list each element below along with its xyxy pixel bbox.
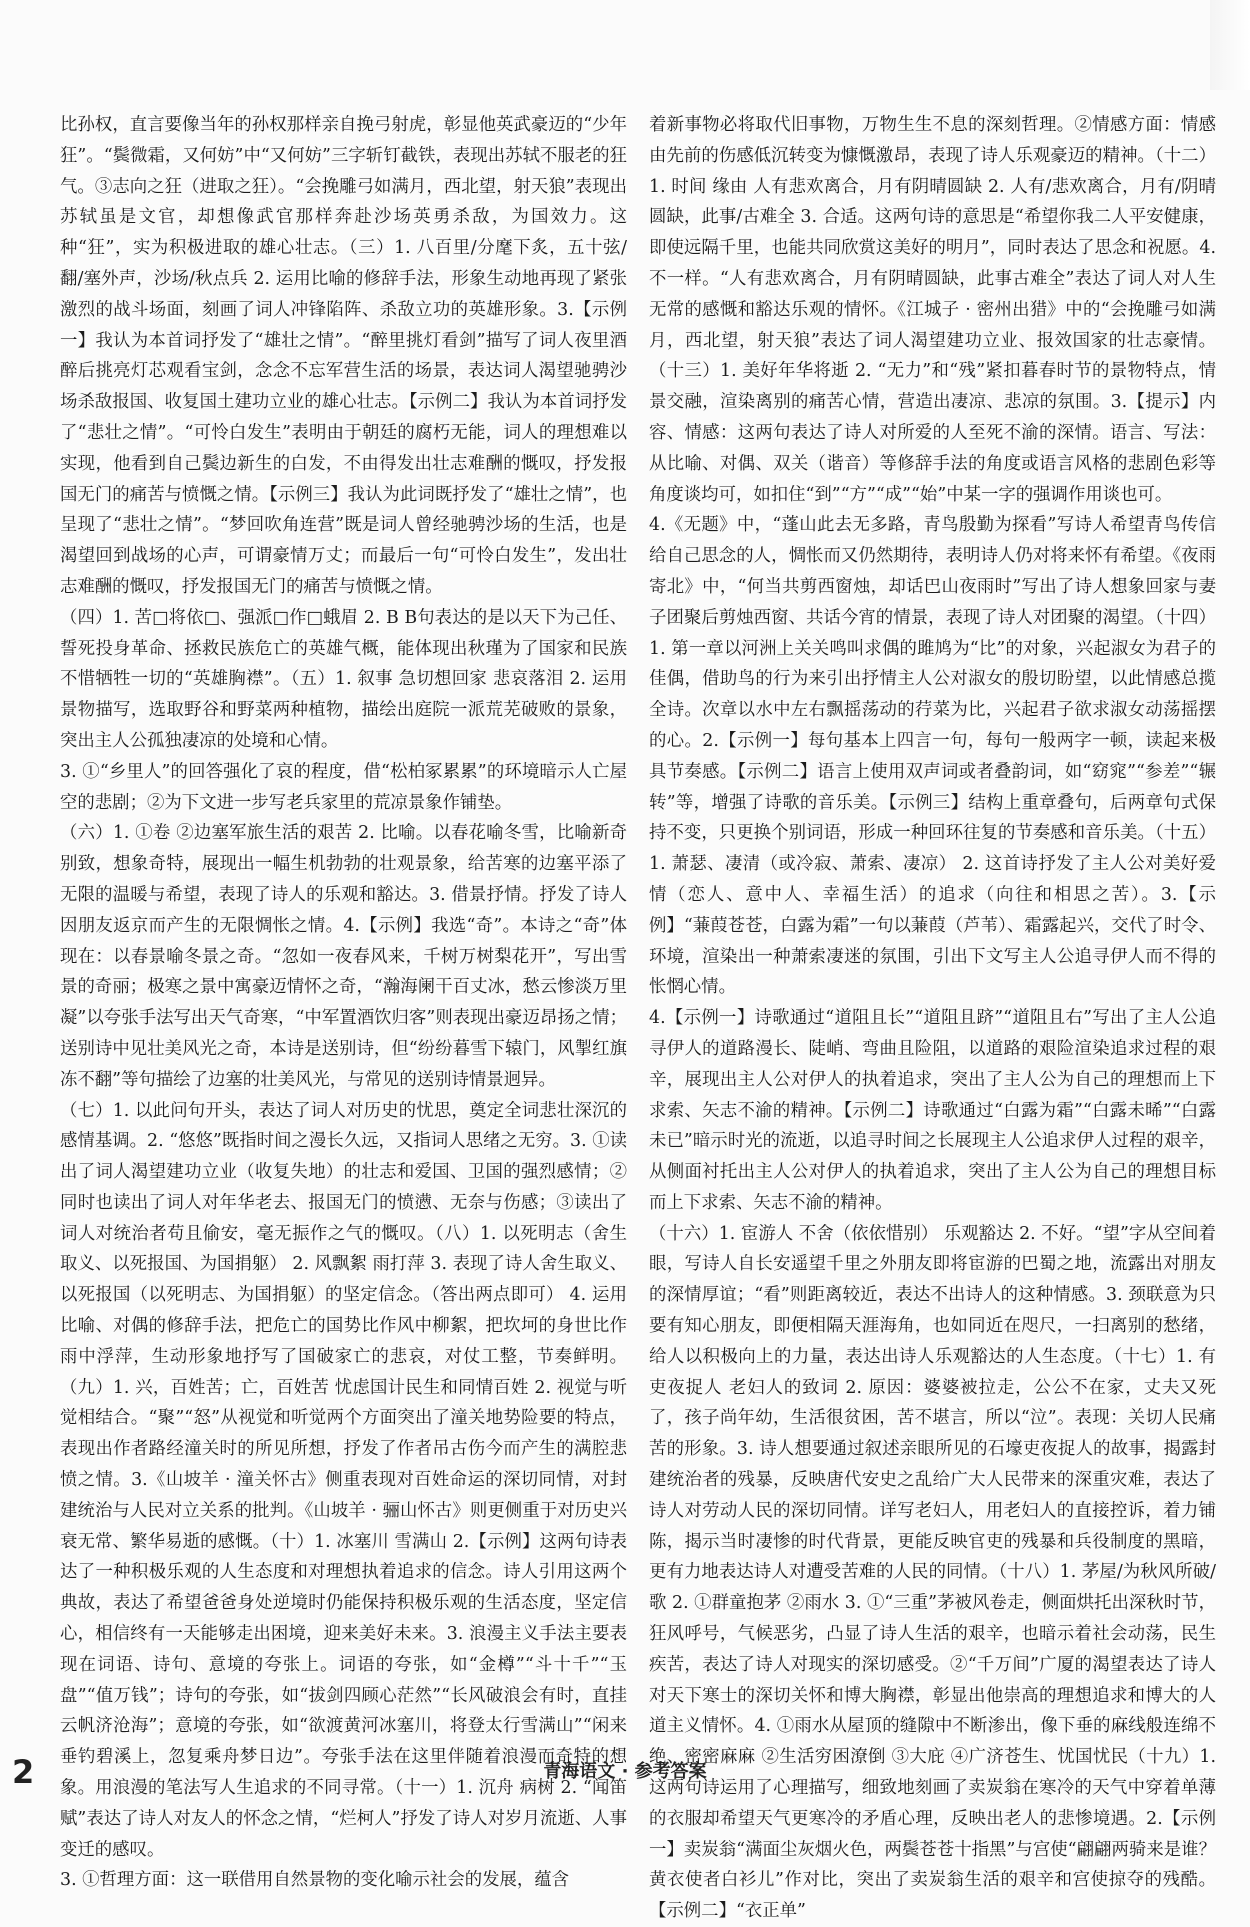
right-column	[649, 110, 1216, 1922]
paragraph: （六）1. ①卷 ②边塞军旅生活的艰苦 2. 比喻。以春花喻冬雪，比喻新奇别致，想象奇特，展现出一幅生机勃勃的壮观景象，给苦寒的边塞平添了无限的温暖与希望，表现了诗人的乐观和豁达。3. 借景抒情。抒发了诗人因朋友返京而产生的无限惆怅之情。4.【示例】我选“奇”。本诗之“奇”体现在：以春景喻冬景之奇。“忽如一夜春风来，千树万树梨花开”，写出雪景的奇丽；极寒之景中寓豪迈情怀之奇，“瀚海阑干百丈冰，愁云惨淡万里凝”以夸张手法写出天气奇寒，“中军置酒饮归客”则表现出豪迈昂扬之情；送别诗中见壮美风光之奇，本诗是送别诗，但“纷纷暮雪下辕门，风掣红旗冻不翻”等句描绘了边塞的壮美风光，与常见的送别诗情景迥异。	[60, 823, 627, 1090]
paragraph: 3. ①哲理方面：这一联借用自然景物的变化喻示社会的发展，蕴含	[60, 1870, 570, 1891]
paragraph: 4.《无题》中，“蓬山此去无多路，青鸟殷勤为探看”写诗人希望青鸟传信给自己思念的人，惆怅而又仍然期待，表明诗人仍对将来怀有希望。《夜雨寄北》中，“何当共剪西窗烛，却话巴山夜雨时”写出了诗人想象回家与妻子团聚后剪烛西窗、共话今宵的情景，表现了诗人对团聚的渴望。（十四）1. 第一章以河洲上关关鸣叫求偶的雎鸠为“比”的对象，兴起淑女为君子的佳偶，借助鸟的行为来引出抒情主人公对淑女的殷切盼望，以此情感总揽全诗。次章以水中左右飘摇荡动的荇菜为比，兴起君子欲求淑女动荡摇摆的心。2.【示例一】每句基本上四言一句，每句一般两字一顿，读起来极具节奏感。【示例二】语言上使用双声词或者叠韵词，如“窈窕”“参差”“辗转”等，增强了诗歌的音乐美。【示例三】结构上重章叠句，后两章句式保持不变，只更换个别词语，形成一种回环往复的节奏感和音乐美。（十五）1. 萧瑟、凄清（或冷寂、萧索、凄凉） 2. 这首诗抒发了主人公对美好爱情（恋人、意中人、幸福生活）的追求（向往和相思之苦）。3.【示例】“蒹葭苍苍，白露为霜”一句以蒹葭（芦苇）、霜露起兴，交代了时令、环境，渲染出一种萧索凄迷的氛围，引出下文写主人公追寻伊人而不得的怅惘心情。	[649, 515, 1216, 998]
page-footer	[0, 1752, 1250, 1794]
paragraph: 4.【示例一】诗歌通过“道阻且长”“道阻且跻”“道阻且右”写出了主人公追寻伊人的道路漫长、陡峭、弯曲且险阻，以道路的艰险渲染追求过程的艰辛，展现出主人公对伊人的执着追求，突出了主人公为自己的理想而上下求索、矢志不渝的精神。【示例二】诗歌通过“白露为霜”“白露未晞”“白露未已”暗示时光的流逝，以追寻时间之长展现主人公追求伊人过程的艰辛，从侧面衬托出主人公对伊人的执着追求，突出了主人公为自己的理想目标而上下求索、矢志不渝的精神。	[649, 1008, 1216, 1213]
page-corner-shade	[1210, 0, 1250, 90]
footer-title: 青海语文 · 参考答案	[543, 1761, 707, 1782]
paragraph: （四）1. 苦□将依□、强派□作□蛾眉 2. B B句表达的是以天下为己任、誓死投身革命、拯救民族危亡的英雄气概，能体现出秋瑾为了国家和民族不惜牺牲一切的“英雄胸襟”。（五）1. 叙事 急切想回家 悲哀落泪 2. 运用景物描写，选取野谷和野菜两种植物，描绘出庭院一派荒芜破败的景象，突出主人公孤独凄凉的处境和心情。	[60, 607, 627, 751]
page-number: 2	[12, 1753, 35, 1791]
paragraph: 比孙权，直言要像当年的孙权那样亲自挽弓射虎，彰显他英武豪迈的“少年狂”。“鬓微霜，又何妨”中“又何妨”三字斩钉截铁，表现出苏轼不服老的狂气。③志向之狂（进取之狂）。“会挽雕弓如满月，西北望，射天狼”表现出苏轼虽是文官，却想像武官那样奔赴沙场英勇杀敌，为国效力。这种“狂”，实为积极进取的雄心壮志。（三）1. 八百里/分麾下炙，五十弦/翻/塞外声，沙场/秋点兵 2. 运用比喻的修辞手法，形象生动地再现了紧张激烈的战斗场面，刻画了词人冲锋陷阵、杀敌立功的英雄形象。3.【示例一】我认为本首词抒发了“雄壮之情”。“醉里挑灯看剑”描写了词人夜里酒醉后挑亮灯芯观看宝剑，念念不忘军营生活的场景，表达词人渴望驰骋沙场杀敌报国、收复国土建功立业的雄心壮志。【示例二】我认为本首词抒发了“悲壮之情”。“可怜白发生”表明由于朝廷的腐朽无能，词人的理想难以实现，他看到自己鬓边新生的白发，不由得发出壮志难酬的慨叹，抒发报国无门的痛苦与愤慨之情。【示例三】我认为此词既抒发了“雄壮之情”，也呈现了“悲壮之情”。“梦回吹角连营”既是词人曾经驰骋沙场的生活，也是渴望回到战场的心声，可谓豪情万丈；而最后一句“可怜白发生”，发出壮志难酬的慨叹，抒发报国无门的痛苦与愤慨之情。	[60, 115, 627, 597]
paragraph: 着新事物必将取代旧事物，万物生生不息的深刻哲理。②情感方面：情感由先前的伤感低沉转变为慷慨激昂，表现了诗人乐观豪迈的精神。（十二）1. 时间 缘由 人有悲欢离合，月有阴晴圆缺 2. 人有/悲欢离合，月有/阴晴圆缺，此事/古难全 3. 合适。这两句诗的意思是“希望你我二人平安健康，即使远隔千里，也能共同欣赏这美好的明月”，同时表达了思念和祝愿。4. 不一样。“人有悲欢离合，月有阴晴圆缺，此事古难全”表达了词人对人生无常的感慨和豁达乐观的情怀。《江城子 · 密州出猎》中的“会挽雕弓如满月，西北望，射天狼”表达了词人渴望建功立业、报效国家的壮志豪情。（十三）1. 美好年华将逝 2. “无力”和“残”紧扣暮春时节的景物特点，情景交融，渲染离别的痛苦心情，营造出凄凉、悲凉的氛围。3.【提示】内容、情感：这两句表达了诗人对所爱的人至死不渝的深情。语言、写法：从比喻、对偶、双关（谐音）等修辞手法的角度或语言风格的悲剧色彩等角度谈均可，如扣住“到”“方”“成”“始”中某一字的强调作用谈也可。	[649, 115, 1216, 505]
paragraph: 3. ①“乡里人”的回答强化了哀的程度，借“松柏冢累累”的环境暗示人亡屋空的悲剧；②为下文进一步写老兵家里的荒凉景象作铺垫。	[60, 761, 627, 813]
paragraph: （七）1. 以此问句开头，表达了词人对历史的忧思，奠定全词悲壮深沉的感情基调。2. “悠悠”既指时间之漫长久远，又指词人思绪之无穷。3. ①读出了词人渴望建功立业（收复失地）的壮志和爱国、卫国的强烈感情；②同时也读出了词人对年华老去、报国无门的愤懑、无奈与伤感；③读出了词人对统治者苟且偷安，毫无振作之气的慨叹。（八）1. 以死明志（舍生取义、以死报国、为国捐躯） 2. 风飘絮 雨打萍 3. 表现了诗人舍生取义、以死报国（以死明志、为国捐躯）的坚定信念。（答出两点即可） 4. 运用比喻、对偶的修辞手法，把危亡的国势比作风中柳絮，把坎坷的身世比作雨中浮萍，生动形象地抒写了国破家亡的悲哀，对仗工整，节奏鲜明。（九）1. 兴，百姓苦；亡，百姓苦 忧虑国计民生和同情百姓 2. 视觉与听觉相结合。“聚”“怒”从视觉和听觉两个方面突出了潼关地势险要的特点，表现出作者路经潼关时的所见所想，抒发了作者吊古伤今而产生的满腔悲愤之情。3.《山坡羊 · 潼关怀古》侧重表现对百姓命运的深切同情，对封建统治与人民对立关系的批判。《山坡羊 · 骊山怀古》则更侧重于对历史兴衰无常、繁华易逝的感慨。（十）1. 冰塞川 雪满山 2.【示例】这两句诗表达了一种积极乐观的人生态度和对理想执着追求的信念。诗人引用这两个典故，表达了希望爸爸身处逆境时仍能保持积极乐观的生活态度，坚定信心，相信终有一天能够走出困境，迎来美好未来。3. 浪漫主义手法主要表现在词语、诗句、意境的夸张上。词语的夸张，如“金樽”“斗十千”“玉盘”“值万钱”；诗句的夸张，如“拔剑四顾心茫然”“长风破浪会有时，直挂云帆济沧海”；意境的夸张，如“欲渡黄河冰塞川，将登太行雪满山”“闲来垂钓碧溪上，忽复乘舟梦日边”。夸张手法在这里伴随着浪漫而奇特的想象。用浪漫的笔法写人生追求的不同寻常。（十一）1. 沉舟 病树 2. “闻笛赋”表达了诗人对友人的怀念之情，“烂柯人”抒发了诗人对岁月流逝、人事变迁的感叹。	[60, 1100, 627, 1860]
paragraph: （十六）1. 宦游人 不舍（依依惜别） 乐观豁达 2. 不好。“望”字从空间着眼，写诗人自长安遥望千里之外朋友即将宦游的巴蜀之地，流露出对朋友的深情厚谊；“看”则距离较近，表达不出诗人的这种情感。3. 颈联意为只要有知心朋友，即便相隔天涯海角，也如同近在咫尺，一扫离别的愁绪，给人以积极向上的力量，表达出诗人乐观豁达的人生态度。（十七）1. 有吏夜捉人 老妇人的致词 2. 原因：婆婆被拉走，公公不在家，丈夫又死了，孩子尚年幼，生活很贫困，苦不堪言，所以“泣”。表现：关切人民痛苦的形象。3. 诗人想要通过叙述亲眼所见的石壕吏夜捉人的故事，揭露封建统治者的残暴，反映唐代安史之乱给广大人民带来的深重灾难，表达了诗人对劳动人民的深切同情。详写老妇人，用老妇人的直接控诉，着力铺陈，揭示当时凄惨的时代背景，更能反映官吏的残暴和兵役制度的黑暗，更有力地表达诗人对遭受苦难的人民的同情。（十八）1. 茅屋/为秋风所破/歌 2. ①群童抱茅 ②雨水 3. ①“三重”茅被风卷走，侧面烘托出深秋时节，狂风呼号，气候恶劣，凸显了诗人生活的艰辛，也暗示着社会动荡，民生疾苦，表达了诗人对现实的深切感受。②“千万间”广厦的渴望表达了诗人对天下寒士的深切关怀和博大胸襟，彰显出他崇高的理想追求和博大的人道主义情怀。4. ①雨水从屋顶的缝隙中不断渗出，像下垂的麻线般连绵不绝、密密麻麻 ②生活穷困潦倒 ③大庇 ④广济苍生、忧国忧民（十九）1. 这两句诗运用了心理描写，细致地刻画了卖炭翁在寒冷的天气中穿着单薄的衣服却希望天气更寒冷的矛盾心理，反映出老人的悲惨境遇。2.【示例一】卖炭翁“满面尘灰烟火色，两鬓苍苍十指黑”与宫使“翩翩两骑来是谁？黄衣使者白衫儿”作对比，突出了卖炭翁生活的艰辛和宫使掠夺的残酷。【示例二】“衣正单”	[649, 1223, 1216, 1922]
